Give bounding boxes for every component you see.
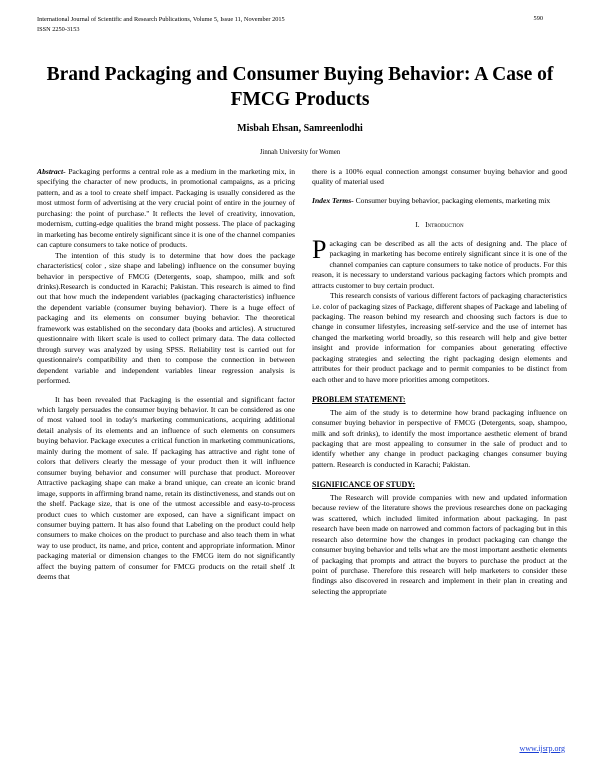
authors: Misbah Ehsan, Samreenlodhi [237,123,363,134]
index-terms [312,196,567,206]
paper-title: Brand Packaging and Consumer Buying Behavior: A Case of FMCG Products [46,64,554,110]
page-number: 590 [533,15,543,22]
abstract-label: Abstract- [37,167,66,176]
abstract-paragraph-2: The intention of this study is to determine that how does the package characteristics( color , size shape and labeling) influence on the consumer buying behavior in perspective of FMCG (Detergents, soap, shampoo, milk and soft drinks).Research is conducted in Karachi; Pakistan. This research is aimed to find out that how much the independent variables (packaging characteristics) influence the dependent variable (consumer buying behavior). There is a huge effect of packaging and its elements on consumer buying behavior. The theoretical framework was established on the secondary data (books and articles). A structured questionnaire with likert scale is used to collect primary data. The data collected through survey was analyzed by using SPSS. Reliability test is carried out for questionnaire's compatibility and then to compose the connection in between dependent variable and independent variables linear regression analysis is performed. [37,250,295,386]
problem-statement-heading: PROBLEM STATEMENT: [312,395,406,405]
section-title: Introduction [425,220,464,230]
affiliation: Jinnah University for Women [259,149,341,156]
left-column [37,167,295,583]
index-terms-label: Index Terms- [312,195,354,205]
abstract-paragraph-3: It has been revealed that Packaging is the essential and significant factor which largely persuades the consumer buying behavior. It can be considered as one of most valued tool in today's marketing communications, acquiring additional detail analysis of its elements and an influence of such elements on consumers buying behavior. Package executes a critical function in marketing communications, mainly during the moment of sale. If packaging has attractive and right tone of colors that delivers clearly the message of your product then it will influence consumer buying behavior and consumer will purchase that product. Moreover Attractive packaging shape can make a brand unique, can create an iconic brand image, supports in affirming brand name, retain its distinctiveness, and stands out on the shelf. Package size, that is one of the utmost accessible and easy-to-process product cues to which customer are exposed, can have a significant impact on consumer buying pattern. It has also found that Labeling on the product could help consumers to make choices on the product to purchase and also teach them in what way to use product, its name, and price, content and appropriate information. Minor packaging material or dimension changes to the FMCG item do not significantly affect the buying pattern of consumer for FMCG products on the retail shelf .It deems that [37,394,295,582]
section-heading-introduction [312,220,567,230]
abstract-text-1: Packaging performs a central role as a medium in the marketing mix, in specifying the character of new products, in promotional campaigns, as a pricing pattern, and as a tool to create shelf impact. Packaging is usually considered as the most utmost form of advertising at the very crucial point of entire in the journey of purchasing: the point of purchase." It reflects the level of creativity, innovation, modernism, cutting-edge qualities the brand might possess. The place of packaging in marketing has become entirely significant since it is one of the channel companies can capture consumers to take notice of products. [37,167,295,250]
right-column [312,167,567,597]
intro-text-1: ackaging can be described as all the acts of designing and. The place of packaging in marketing has become entirely significant since it is one of the channel companies can capture consumers to take notice of products. For this reason, it is necessary to understand various packaging factors which prompts and attracts customer to buy certain product. [312,238,567,290]
significance-text: The Research will provide companies with new and updated information because review of the literature shows the previous researches done on packaging was scattered, which included limited information about packaging. In past research have been made on narrowed and common factors of packaging but in this research also determine how the changes in product packaging can change the consumer buying behavior and tells what are the most important aesthetic elements of packaging that prompts and attract the buyers to purchase the product at the point of purchase. Therefore this research will help marketers to consider these findings also discovered in research and implement in their plan in creating and selecting the appropriate [312,492,567,596]
abstract-paragraph-4: there is a 100% equal connection amongst consumer buying behavior and good quality of material used [312,167,567,187]
intro-paragraph-1 [312,234,567,291]
significance-heading: SIGNIFICANCE OF STUDY: [312,480,415,490]
journal-website-link[interactable]: www.ijsrp.org [519,744,565,753]
journal-line: International Journal of Scientific and Research Publications, Volume 5, Issue 11, November 2015 [37,16,285,23]
journal-header [37,15,285,35]
problem-statement-text: The aim of the study is to determine how brand packaging influence on consumer buying behavior in perspective of FMCG (Detergents, soap, shampoo, milk and soft drinks), to identify the most importance aesthetic element of brand packaging that are most appealing to consumer in the sale of product and to identify whether any change in product packaging changes consumer buying pattern. Research is conducted in Karachi; Pakistan. [312,407,567,469]
abstract-paragraph-1 [37,167,295,251]
drop-cap: P [312,234,327,264]
index-terms-text: Consumer buying behavior, packaging elements, marketing mix [353,195,551,205]
issn: ISSN 2250-3153 [37,26,80,33]
intro-paragraph-2: This research consists of various different factors of packaging characteristics i.e. color of packaging sizes of Package, different shapes of Package and labeling of packaging. The reason behind my research and choosing such factors is due to change in consumer lifestyles, increasing self-service and the use of internet has changed the marketing world broadly, so this research will help and give better insight and provide information for companies about generating effective packaging strategies and selecting the right packaging design elements and attributes for their product package and to permit companies to be distinct from each other and to have more priorities among competitors. [312,291,567,384]
section-numeral: I. [415,220,420,230]
